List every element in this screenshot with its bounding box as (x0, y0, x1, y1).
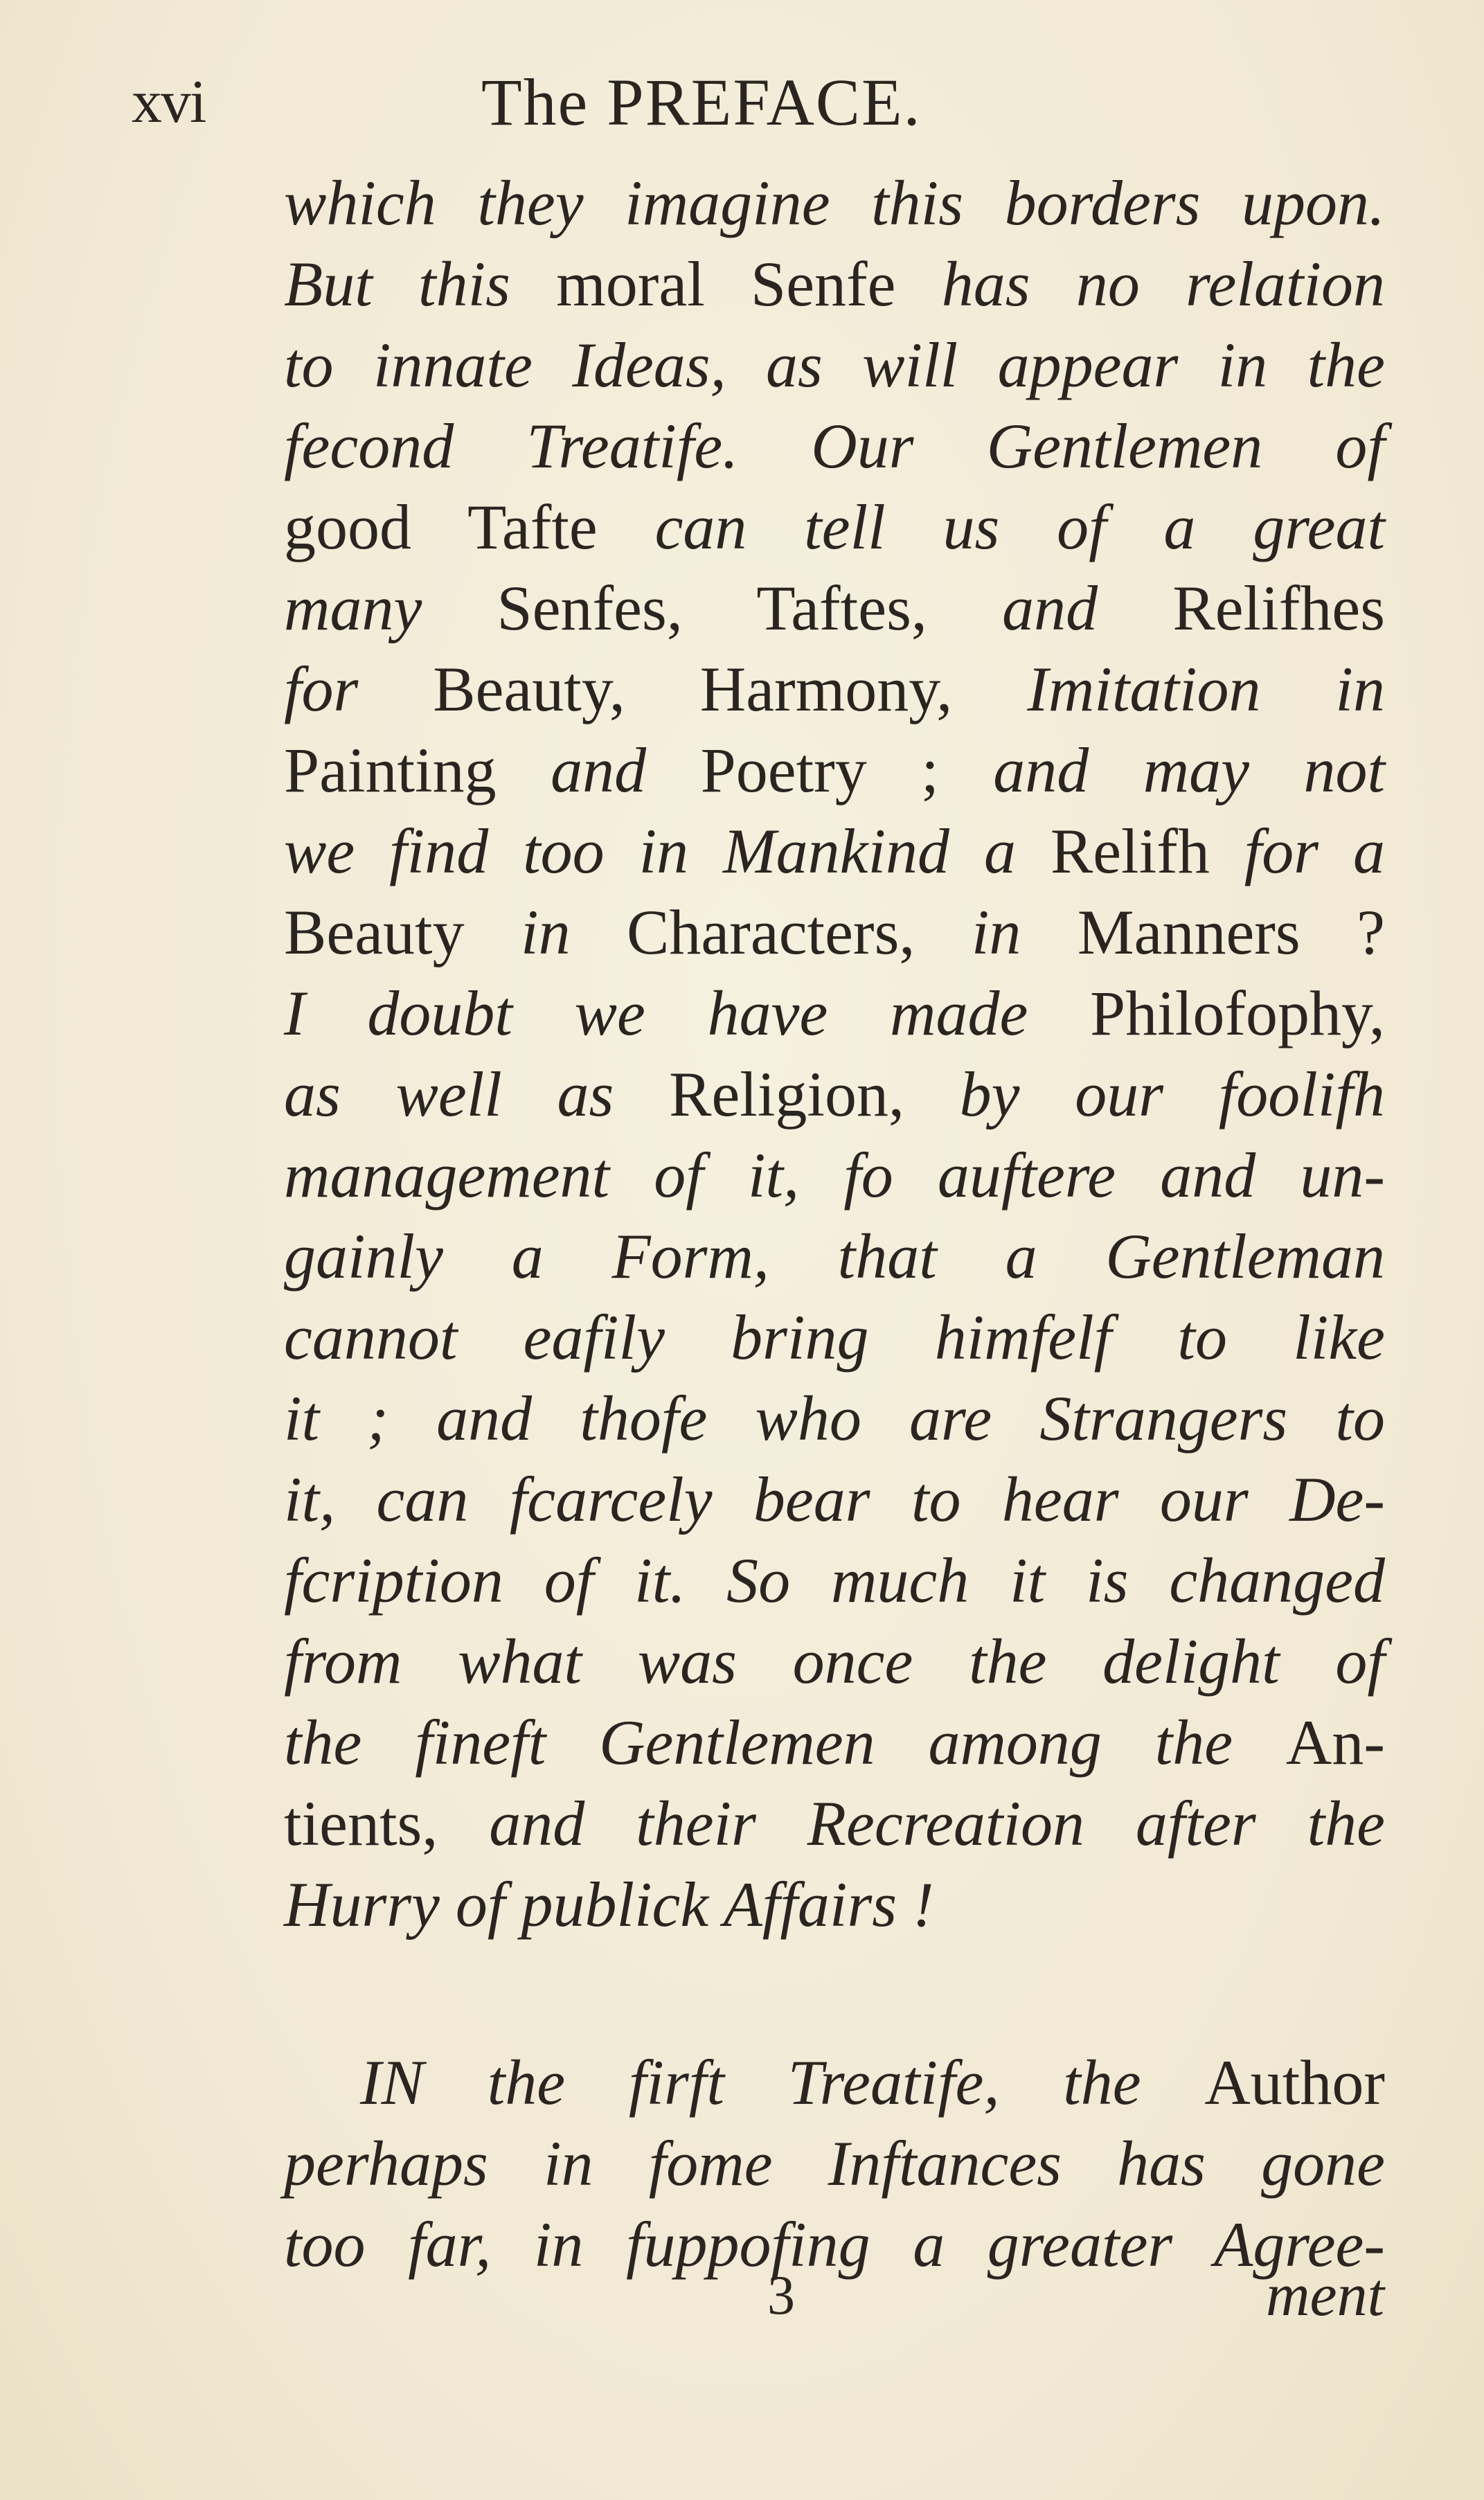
italic-text: for a (1244, 816, 1385, 886)
italic-text: and (551, 735, 701, 805)
text-line (284, 892, 1385, 973)
italic-text: by our foolifh (959, 1059, 1385, 1130)
italic-text: from what was once the delight of (284, 1626, 1385, 1697)
italic-text: perhaps in fome Inftances has gone (284, 2128, 1385, 2199)
page-number: xvi (132, 69, 206, 136)
italic-text: the fineft Gentlemen among the (284, 1707, 1286, 1778)
italic-text: in (521, 897, 627, 967)
text-line (284, 1054, 1385, 1135)
roman-text: Poetry ; (700, 735, 994, 805)
italic-text: has no relation (941, 249, 1385, 319)
italic-text: gainly a Form, that a Gentleman (284, 1221, 1385, 1292)
italic-text: in (971, 897, 1078, 967)
roman-text: Senfes, Taftes, (497, 573, 1003, 643)
italic-text: which they imagine this borders upon. (284, 168, 1385, 238)
italic-text: IN the firft Treatife, the (360, 2047, 1205, 2118)
text-line (284, 163, 1385, 244)
text-line (284, 1621, 1385, 1702)
roman-text: Author (1204, 2047, 1385, 2118)
text-line (284, 811, 1385, 892)
italic-text: Hurry of publick Affairs ! (284, 1869, 934, 1940)
italic-text: can tell us of a great (654, 492, 1385, 562)
italic-text: many (284, 573, 497, 643)
italic-text: as well as (284, 1059, 670, 1130)
text-line (284, 406, 1385, 487)
italic-text: But this (284, 249, 557, 319)
roman-text: Relifh (1050, 816, 1244, 886)
text-line (284, 1378, 1385, 1459)
italic-text: we find too in Mankind a (284, 816, 1051, 886)
text-line (284, 325, 1385, 406)
text-line (284, 2123, 1385, 2204)
text-line (284, 1702, 1385, 1783)
roman-text: Relifhes (1172, 573, 1385, 643)
italic-text: it, can fcarcely bear to hear our De- (284, 1464, 1385, 1535)
italic-text: management of it, fo auftere and un- (284, 1140, 1385, 1211)
page-header (132, 61, 1378, 144)
italic-text: for (284, 654, 433, 724)
text-line (284, 1216, 1385, 1297)
text-line (284, 1783, 1385, 1864)
roman-text: Painting (284, 735, 551, 805)
text-line (284, 1297, 1385, 1378)
italic-text: and (1002, 573, 1173, 643)
text-line (284, 649, 1385, 730)
text-line (284, 973, 1385, 1054)
roman-text: Beauty (284, 897, 521, 967)
roman-text: Philofophy, (1090, 978, 1385, 1048)
text-line (284, 244, 1385, 325)
text-line (284, 2204, 1385, 2285)
italic-text: fcription of it. So much it is changed (284, 1545, 1385, 1616)
italic-text: and may not (993, 735, 1386, 805)
italic-text: to innate Ideas, as will appear in the (284, 330, 1385, 400)
text-line (284, 1864, 1385, 1945)
text-line (284, 1135, 1385, 1216)
roman-text: good Tafte (284, 492, 655, 562)
text-line (284, 2042, 1385, 2123)
roman-text: Manners ? (1077, 897, 1385, 967)
paragraph-break (284, 1945, 1385, 2042)
text-line (284, 568, 1385, 649)
italic-text: fecond Treatife. Our Gentlemen of (284, 411, 1385, 481)
signature-mark: 3 (767, 2265, 795, 2326)
italic-text: Imitation in (1027, 654, 1385, 724)
roman-text: Characters, (627, 897, 972, 967)
catchword: ment (1266, 2262, 1385, 2329)
italic-text: cannot eafily bring himfelf to like (284, 1302, 1385, 1373)
italic-text: and their Recreation after the (489, 1788, 1385, 1859)
text-line (284, 1540, 1385, 1621)
roman-text: Religion, (669, 1059, 960, 1130)
roman-text: An- (1285, 1707, 1385, 1778)
running-head: The PREFACE. (481, 65, 922, 139)
body-text (284, 163, 1385, 2285)
roman-text: Beauty, Harmony, (433, 654, 1028, 724)
italic-text: it ; and thofe who are Strangers to (284, 1383, 1385, 1454)
text-line (284, 1459, 1385, 1540)
italic-text: I doubt we have made (284, 978, 1091, 1048)
text-line (284, 730, 1385, 811)
text-line (284, 487, 1385, 568)
roman-text: tients, (284, 1788, 490, 1859)
roman-text: moral Senfe (556, 249, 942, 319)
italic-text: too far, in fuppofing a greater Agree- (284, 2209, 1385, 2280)
